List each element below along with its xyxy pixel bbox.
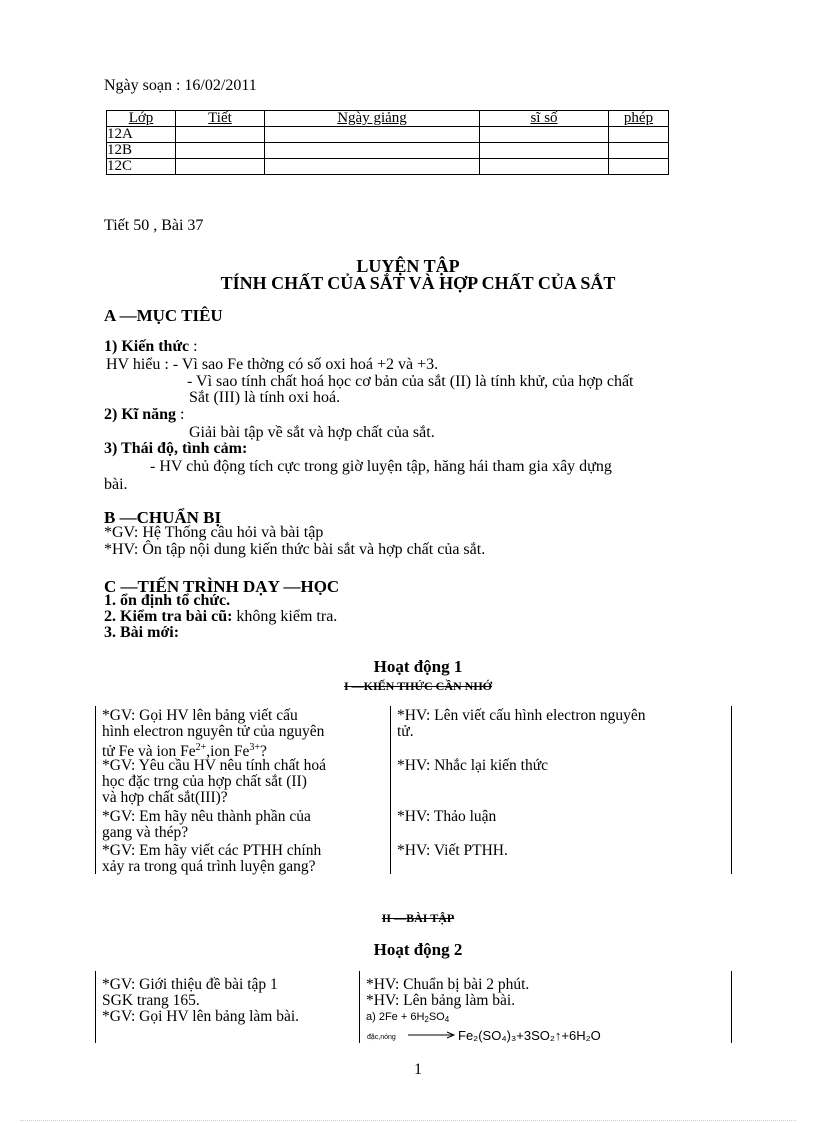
text-line: *HV: Lên bảng làm bài. <box>366 992 516 1009</box>
class-cell: 12C <box>107 159 176 175</box>
text-line: tử. <box>397 723 414 740</box>
skills-colon: : <box>176 406 185 423</box>
skills-heading: 2) Kĩ năng <box>104 406 177 423</box>
knowledge-colon: : <box>189 338 198 355</box>
date-line: Ngày soạn : 16/02/2011 <box>104 77 257 94</box>
table-divider <box>390 706 391 874</box>
col-header-attendance: sĩ số <box>480 111 609 127</box>
lesson-reference: Tiết 50 , Bài 37 <box>104 217 204 234</box>
col-header-class: Lớp <box>107 111 176 127</box>
attitude-line-1: - HV chủ động tích cực trong giờ luyện tập, hăng hái tham gia xây dựng <box>150 458 612 475</box>
col-header-date: Ngày giảng <box>265 111 480 127</box>
item-2-label: 2. Kiểm tra bài cũ: <box>104 608 233 625</box>
col-header-excused: phép <box>609 111 669 127</box>
gv-question-1 <box>102 708 324 760</box>
skills-line: Giải bài tập về sắt và hợp chất của sắt. <box>189 424 435 441</box>
text-line: *HV: Lên viết cấu hình electron nguyên <box>397 707 646 724</box>
knowledge-line-2: - Vì sao tính chất hoá học cơ bản của sắt (II) là tính khử, của hợp chất <box>187 373 634 390</box>
exercises-heading: II —BÀI TẬP <box>381 911 455 925</box>
text-line: *GV: Gọi HV lên bảng viết cấu <box>102 707 298 724</box>
text-line: hình electron nguyên tử của nguyên <box>102 723 325 740</box>
section-a-heading: A —MỤC TIÊU <box>104 306 223 325</box>
section-b-gv: *GV: Hệ Thống câu hỏi và bài tập <box>104 524 324 541</box>
text-line: *GV: Giới thiệu đề bài tập 1 <box>102 976 278 993</box>
page-title-line1: LUYỆN TẬP <box>356 256 460 276</box>
text-line: học đặc trng của hợp chất sắt (II) <box>102 773 307 790</box>
hv-answer-4: *HV: Viết PTHH. <box>397 842 508 859</box>
text-line: *HV: Chuẩn bị bài 2 phút. <box>366 976 530 993</box>
gv-activity-2 <box>102 977 299 1025</box>
equation-reactants: a) $2Fe + 6H_2SO_4$ <box>366 1011 450 1024</box>
table-divider <box>359 971 360 1043</box>
item-2-text: không kiểm tra. <box>232 608 338 625</box>
attitude-line-2: bài. <box>104 476 128 493</box>
page-title-line2: TÍNH CHẤT CỦA SẮT VÀ HỢP CHẤT CỦA SẮT <box>220 273 616 293</box>
section-b-heading: B —CHUẨN BỊ <box>104 508 222 527</box>
text-line: *GV: Yêu cầu HV nêu tính chất hoá <box>102 757 326 774</box>
text-line: và hợp chất sắt(III)? <box>102 789 228 806</box>
class-cell: 12A <box>107 127 176 143</box>
knowledge-heading-line <box>104 338 198 356</box>
table-border-left <box>95 706 96 874</box>
skills-heading-line <box>104 406 184 424</box>
attitude-heading: 3) Thái độ, tình cảm: <box>104 440 248 457</box>
activity-1-heading: Hoạt động 1 <box>373 657 463 676</box>
text-line: *GV: Em hãy viết các PTHH chính <box>102 842 322 859</box>
schedule-header-row <box>107 111 669 127</box>
table-row <box>107 127 669 143</box>
equation-products: Fe₂(SO₄)₃+3SO₂↑+6H₂O <box>458 1028 601 1043</box>
page-bottom-divider <box>20 1120 796 1121</box>
gv-question-2 <box>102 758 326 806</box>
section-c-item-3: 3. Bài mới: <box>104 624 180 641</box>
reaction-arrow-icon <box>408 1031 456 1039</box>
knowledge-line-3: Sắt (III) là tính oxi hoá. <box>189 389 341 406</box>
hv-answer-1 <box>397 708 646 740</box>
schedule-table <box>106 110 669 175</box>
text-line: gang và thép? <box>102 824 189 841</box>
table-border-left <box>95 971 96 1043</box>
text-line: *GV: Gọi HV lên bảng làm bài. <box>102 1008 300 1025</box>
page-number: 1 <box>414 1061 422 1078</box>
knowledge-line-1: HV hiểu : - Vì sao Fe thờng có số oxi hoá +2 và +3. <box>106 356 439 373</box>
activity-2-heading: Hoạt động 2 <box>373 940 463 959</box>
table-border-right <box>731 706 732 874</box>
text-line: xảy ra trong quá trình luyện gang? <box>102 858 316 875</box>
section-b-hv: *HV: Ôn tập nội dung kiến thức bài sắt và hợp chất của sắt. <box>104 541 486 558</box>
text-line: tử Fe và ion $Fe^{2+},ion$ $Fe^{3+}$? <box>102 742 267 760</box>
table-row <box>107 143 669 159</box>
gv-question-4 <box>102 843 321 875</box>
text-line: SGK trang 165. <box>102 992 200 1009</box>
hv-answer-3: *HV: Thảo luận <box>397 808 497 825</box>
equation-condition: đặc,nóng <box>367 1034 396 1041</box>
section-c-heading: C —TIẾN TRÌNH DẠY —HỌC <box>104 577 340 596</box>
activity-1-subheading: I —KIẾN THỨC CẦN NHỚ <box>343 679 492 693</box>
hv-activity-2 <box>366 977 529 1009</box>
col-header-period: Tiết <box>176 111 265 127</box>
table-border-right <box>731 971 732 1043</box>
table-row <box>107 159 669 175</box>
hv-answer-2: *HV: Nhắc lại kiến thức <box>397 757 549 774</box>
section-c-item-1: 1. ổn định tổ chức. <box>104 592 231 609</box>
gv-question-3 <box>102 809 311 841</box>
knowledge-heading: 1) Kiến thức <box>104 338 190 355</box>
text-line: *GV: Em hãy nêu thành phần của <box>102 808 311 825</box>
class-cell: 12B <box>107 143 176 159</box>
